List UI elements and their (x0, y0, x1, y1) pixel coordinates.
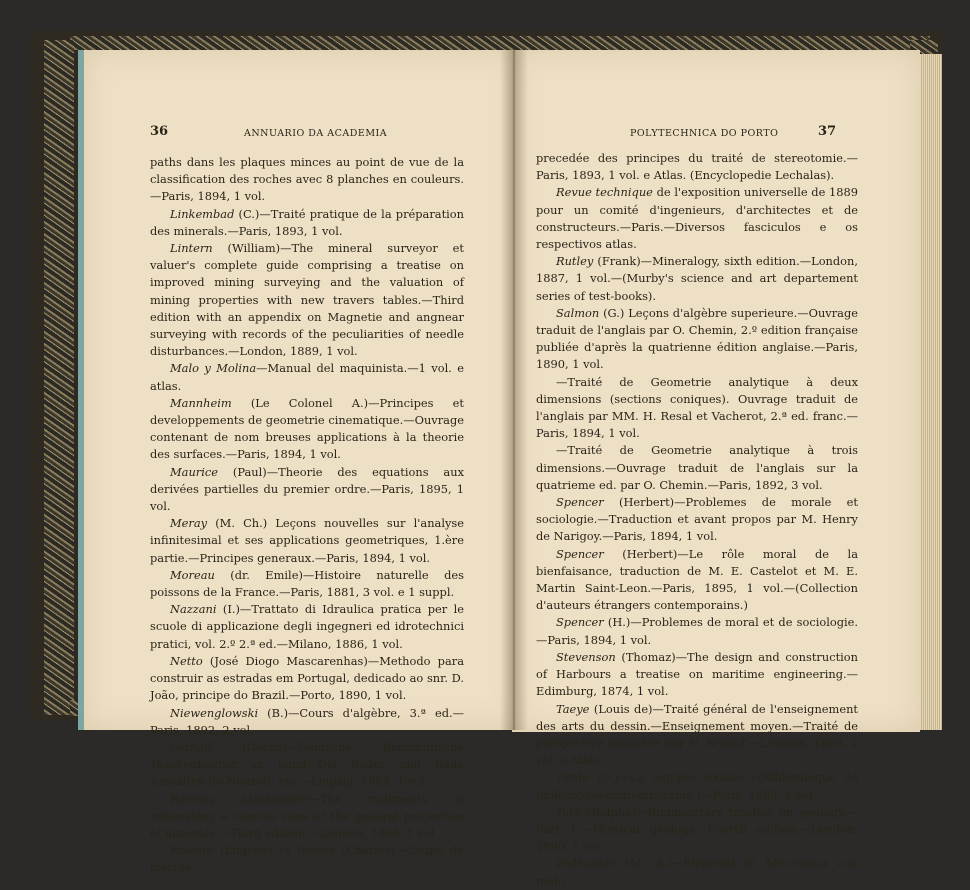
entry-text: (Thomaz)—The design and construction of Harbours a treatise on maritime engineering.—Edimburg, 1874, 1 vol. (536, 649, 858, 699)
entry-author: Lintern (170, 241, 213, 256)
page-fore-edge (920, 54, 942, 730)
entry-author: Malo y Molina (170, 361, 257, 376)
right-page-text (536, 150, 858, 890)
bibliography-entry (536, 649, 858, 701)
bibliography-entry (536, 546, 858, 615)
bibliography-entry (150, 601, 464, 653)
entry-text: (M. A.)—Elementi di Meccanica con moto (536, 856, 858, 888)
entry-author: Ramsay (170, 791, 216, 806)
entry-text: (Rolphe)—Rudimentary treatise on geology.—Part 1.—Physical geology, Fourth edition.—London, 1890, 1 vol. (536, 804, 858, 854)
entry-author: Tate (556, 804, 581, 819)
entry-text: (C.)—Traité pratique de la préparation des minerals.—Paris, 1893, 1 vol. (150, 206, 464, 238)
entry-text: —Manual del maquinista.—1 vol. e atlas. (150, 361, 464, 393)
bibliography-entry (150, 240, 464, 360)
entry-author: Maurice (170, 464, 218, 479)
entry-text: (Louis de)—Traité général de l'enseignement des arts du dessin.—Enseignement moyen.—Traité de perspective cavalière par N. Breitof.—Louvain, 1880, 1 vol. e Atlas. (536, 701, 858, 768)
bibliography-entry (150, 395, 464, 464)
entry-text: (G.)—La logique sociale.—(Bibliotheque de philosophie contemporaine.)—Paris, 1885, 1 vol. (536, 770, 858, 802)
bibliography-entry (150, 791, 464, 843)
entry-text: (Georg)—Deutsche Bantchunsche Taschenbucher xx band—Die Bader und Bade Anstalten de Neuzeit, etc.—Leipzig, 1889, 1 vol. (150, 739, 464, 789)
bibliography-entry (536, 804, 858, 856)
entry-text: (José Diogo Mascarenhas)—Methodo para construir as estradas em Portugal, dedicado ao snr. D. João, principe do Brazil.—Porto, 1890, 1 vol. (150, 653, 464, 703)
entry-text: (Le Colonel A.)—Principes et developpements de geometrie cinematique.—Ouvrage contenant de nom breuses applications à la theorie des surfaces.—Paris, 1894, 1 vol. (150, 395, 464, 462)
entry-text: (Herbert)—Le rôle moral de la bienfaisance, traduction de M. E. Castelot et M. E. Martin Saint-Leon.—Paris, 1895, 1 vol.—(Collection d'auteurs étrangers contemporains.) (536, 546, 858, 613)
entry-author: Spencer (556, 495, 604, 510)
bibliography-entry (150, 567, 464, 601)
right-page (512, 50, 920, 888)
bibliography-entry (150, 154, 464, 206)
entry-text: (William)—The mineral surveyor et valuer's complete guide comprising a treatise on improved mining surveying and the valuation of mining properties with new travers tables.—Third edition with an appendix on Magnetie and angnear surveying with records of the peculiarities of needle disturbances.—London, 1889, 1 vol. (150, 241, 464, 359)
entry-text: (I.)—Trattato di Idraulica pratica per le scuole di applicazione degli ingegneri ed idrotechnici pratici, vol. 2.º 2.ª ed.—Milano, 1886, 1 vol. (150, 602, 464, 651)
entry-text: precedée des principes du traité de stereotomie.—Paris, 1893, 1 vol. e Atlas. (Encyclopedie Lechalas). (536, 151, 858, 183)
entry-text: de l'exposition universelle de 1889 pour un comité d'ingenieurs, d'architectes et de constructeurs.—Paris.—Diversos fasciculos e os respectivos atlas. (536, 185, 858, 252)
entry-author: Revue technique (556, 185, 653, 200)
left-page-text (150, 154, 464, 877)
bibliography-entry (536, 494, 858, 546)
entry-author: Moreau (170, 567, 215, 582)
bibliography-entry (536, 305, 858, 374)
running-head-left: ANNUARIO DA ACADEMIA (244, 128, 388, 139)
bibliography-entry (536, 769, 858, 803)
page-number-left: 36 (150, 124, 169, 139)
bibliography-entry (150, 360, 464, 394)
entry-author: Spencer (556, 615, 604, 630)
bibliography-entry (150, 464, 464, 516)
book (30, 30, 942, 888)
entry-author: Todhunter (556, 856, 616, 871)
page-number-right: 37 (818, 124, 837, 139)
bibliography-entry (536, 855, 858, 889)
entry-author: Nazzani (170, 602, 217, 617)
entry-author: Linkembad (170, 206, 235, 221)
bibliography-entry (536, 184, 858, 253)
entry-text: —Traité de Geometrie analytique à deux dimensions (sections coniques). Ouvrage traduit de l'anglais par MM. H. Resal et Vacherot, 2.ª ed. franc.—Paris, 1894, 1 vol. (536, 374, 858, 441)
bibliography-entry (536, 253, 858, 305)
entry-text: (Herbert)—Problemes de morale et sociologie.—Traduction et avant propos par M. Henry de Narigoy.—Paris, 1894, 1 vol. (536, 495, 858, 544)
left-page (78, 50, 520, 875)
entry-author: Meray (170, 516, 208, 531)
entry-author: Rouché (170, 843, 214, 858)
entry-text: (Frank)—Mineralogy, sixth edition.—London, 1887, 1 vol.—(Murby's science and art departement series of test-books). (536, 254, 858, 303)
entry-author: Mannheim (170, 395, 232, 410)
entry-text: (G.) Leçons d'algèbre superieure.—Ouvrage traduit de l'anglais par O. Chemin, 2.º edition française publiée d'après la quatrienne édition anglaise.—Paris, 1890, 1 vol. (536, 305, 858, 372)
entry-author: Osthoff (170, 739, 213, 754)
entry-text: (dr. Emile)—Histoire naturelle des poissons de la France.—Paris, 1881, 3 vol. e 1 suppl. (150, 567, 464, 600)
entry-text: (Alexander)—The rudiments of mineralogy a concise view of the general properties of minerals.—Third edition.—London, 1885, 1 vol. (150, 791, 464, 840)
entry-text: (Eugene) et Buisse (Charles)—Coupe de pierres, (150, 843, 464, 875)
cover-left-edge (44, 40, 74, 715)
bibliography-entry (150, 515, 464, 567)
running-head-right: POLYTECHNICA DO PORTO (630, 128, 779, 139)
entry-author: Taeye (556, 701, 590, 716)
entry-text: —Traité de Geometrie analytique à trois dimensions.—Ouvrage traduit de l'anglais sur la quatrieme ed. par O. Chemin.—Paris, 1892, 3 vol. (536, 443, 858, 492)
entry-author: Spencer (556, 546, 604, 561)
cover-top-edge (70, 36, 930, 50)
entry-author: Netto (170, 653, 203, 668)
entry-author: Rutley (556, 254, 594, 269)
bibliography-entry (536, 374, 858, 443)
bibliography-entry (150, 739, 464, 791)
entry-author: Salmon (556, 305, 600, 320)
bibliography-entry (536, 150, 858, 184)
bibliography-entry (150, 206, 464, 240)
entry-author: Niewenglowski (170, 705, 259, 720)
entry-author: Tarde (556, 770, 589, 785)
entry-text: (M. Ch.) Leçons nouvelles sur l'analyse infinitesimal et ses applications geometriques, 1.ère partie.—Principes generaux.—Paris, 1894, 1 vol. (150, 516, 464, 565)
entry-text: (H.)—Problemes de moral et de sociologie.—Paris, 1894, 1 vol. (536, 615, 858, 647)
bibliography-entry (536, 442, 858, 494)
entry-author: Stevenson (556, 649, 616, 664)
entry-text: paths dans les plaques minces au point de vue de la classification des roches avec 8 planches en couleurs.—Paris, 1894, 1 vol. (150, 155, 464, 204)
bibliography-entry (150, 842, 464, 876)
entry-text: (B.)—Cours d'algèbre, 3.ª ed.—Paris, 1892, 2 vol. (150, 705, 464, 737)
bibliography-entry (536, 614, 858, 648)
bibliography-entry (536, 701, 858, 770)
bibliography-entry (150, 653, 464, 705)
entry-text: (Paul)—Theorie des equations aux derivées partielles du premier ordre.—Paris, 1895, 1 vol. (150, 464, 464, 514)
bibliography-entry (150, 705, 464, 739)
